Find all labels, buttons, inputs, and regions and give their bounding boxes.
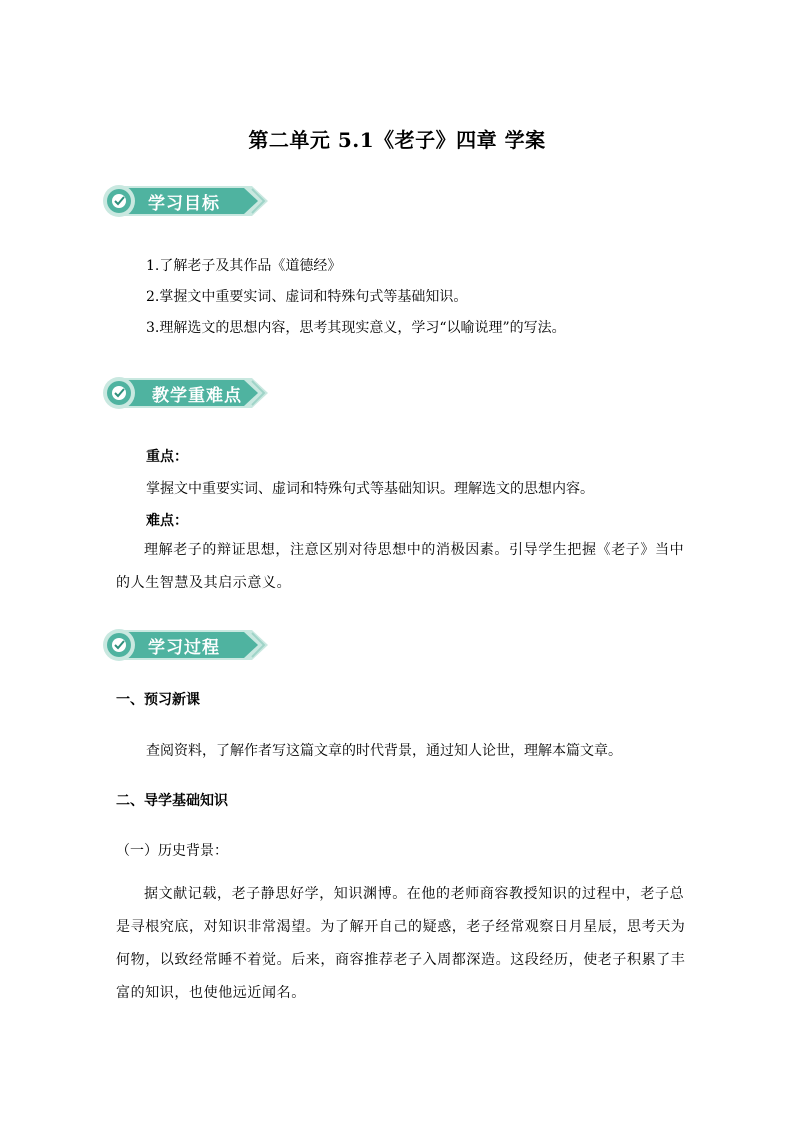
part2-heading: 二、导学基础知识 <box>116 793 228 809</box>
goal-item-2: 2.掌握文中重要实词、虚词和特殊句式等基础知识。 <box>146 289 468 305</box>
goal-item-3: 3.理解选文的思想内容，思考其现实意义，学习“以喻说理”的写法。 <box>146 320 566 336</box>
goal-item-1: 1.了解老子及其作品《道德经》 <box>146 258 342 274</box>
section-badge-label: 学习目标 <box>148 194 220 214</box>
difficulty-text: 理解老子的辩证思想，注意区别对待思想中的消极因素。引导学生把握《老子》当中的人生智慧及其启示意义。 <box>116 542 685 591</box>
focus-text: 掌握文中重要实词、虚词和特殊句式等基础知识。理解选文的思想内容。 <box>146 481 594 497</box>
section-badge-goals <box>102 183 272 219</box>
focus-heading: 重点： <box>146 449 188 465</box>
section-badge-label: 学习过程 <box>148 638 220 658</box>
section-badge-label: 教学重难点 <box>152 386 242 406</box>
part1-heading: 一、预习新课 <box>116 692 200 708</box>
sub1-text: 据文献记载，老子静思好学，知识渊博。在他的老师商容教授知识的过程中，老子总是寻根究底，对知识非常渴望。为了解开自己的疑惑，老子经常观察日月星辰，思考天为何物，以致经常睡不着觉。后来，商容推荐老子入周都深造。这段经历，使老子积累了丰富的知识，也使他远近闻名。 <box>116 886 686 1001</box>
page-title: 第二单元 5.1《老子》四章 学案 <box>248 128 546 152</box>
section-badge-key-points <box>102 375 272 411</box>
part1-text: 查阅资料，了解作者写这篇文章的时代背景，通过知人论世，理解本篇文章。 <box>146 743 622 759</box>
sub1-heading: （一）历史背景： <box>116 843 228 859</box>
difficulty-heading: 难点： <box>146 513 188 529</box>
section-badge-process <box>102 627 272 663</box>
